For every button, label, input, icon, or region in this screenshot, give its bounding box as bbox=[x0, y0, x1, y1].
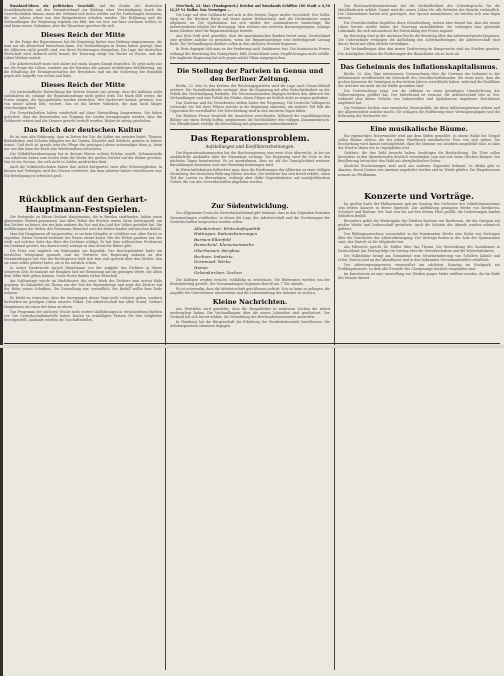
column-right: Das Reichsarbeitsministerium hat die Verbindlichkeit des Schiedsspruchs für die Metallindustrie erklärt. Damit sind die neuen Löhne für alle Betriebe des Bezirks verbindlich. Die Unternehmer hatten sich geweigert, den Spruch anzunehmen; sie werden sich nun fügen müssen. Die Gewerkschaften begrüßen diese Entscheidung, weisen aber darauf hin, dass die neuen Löhne bereits wieder hinter der Teuerung zurückbleiben. Sie verlangen eine gleitende Lohnskala, die sich automatisch der Entwicklung der Preise anpasst. Im Reichstag wird in der nächsten Woche die Beratung über das Arbeitszeitgesetz beginnen. Die Unternehmer verlangen die Aufhebung des Achtstundentages; die Arbeiterschaft wird dieses Recht mit allen Mitteln verteidigen. Die Verhandlungen über den neuen Tarifvertrag im Baugewerbe sind ins Stocken geraten. Die Arbeitgeber lehnen die Forderungen der Bauarbeiter als zu hoch ab. Das Geheimnis des Inflationskapitalismus. Berlin, 22. Mai. Eine interessante Untersuchung über die Gewinne der Industrie in der Inflationszeit veröffentlicht die Zeitschrift des Gewerkschaftsbundes. Sie weist nach, dass die großen Konzerne ihr Vermögen in den letzten Jahren vervielfacht haben, während die Reallöhne der Arbeiter um mehr als die Hälfte gesunken sind. Die Untersuchung zeigt, wie die Inflation zu einer gewaltigen Umschichtung des Volksvermögens geführt hat. Der Mittelstand ist verarmt, die Arbeiterschaft lebt in Not, während eine kleine Schicht von Industriellen und Spekulanten ungeheure Reichtümer angehäuft hat. Die Verfasser fordern eine energische Steuerpolitik, die diese Inflationsgewinne erfasst und der Allgemeinheit nutzbar macht. Sie schlagen die Einführung einer Vermögensabgabe und die Erfassung der Sachwerte vor. Eine musikalische Bäume. Ein eigenartiges Naturwunder wird aus dem Süden gemeldet. In einem Walde bei Neapel sollen Bäume stehen, die bei jedem Windhauch musikalische Töne von sich geben. Die Erscheinung wird darauf zurückgeführt, dass die Stämme von Insekten ausgehöhlt sind, so dass der Wind in ihnen wie in Orgelpfeifen tönt. Gelehrte, die den Wald besucht haben, bestätigen die Beobachtung. Die Töne sollen besonders in den Abendstunden deutlich vernehmbar sein und wie ferne Glocken klingen. Die Bevölkerung betrachtet den Wald mit abergläubischer Scheu. Ähnliche Erscheinungen sind auch aus anderen Gegenden bekannt. In Afrika gibt es Akazien, deren Dornen von Ameisen angebohrt werden und im Winde pfeifen. Die Eingeborenen nennen sie Pfeifbäume. Konzerte und Vorträge. Im großen Saale der Philharmonie gab am Sonntag das Orchester des Volksbühnenvereins sein letztes Konzert in dieser Spielzeit. Zur Aufführung gelangten Werke von Beethoven, Schubert und Brahms. Der Saal war bis auf den letzten Platz gefüllt, die Darbietungen fanden lebhaften Beifall. Besonders gefiel die Wiedergabe der Fünften Sinfonie von Beethoven, die der Dirigent mit großer Wucht und Leidenschaft gestaltete. Auch die Solisten des Abends wurden stürmisch gefeiert. Der Bildungsausschuss veranstaltet in der kommenden Woche eine Reihe von Vorträgen über die Geschichte der Arbeiterbewegung. Die Vorträge finden in der Aula des Gymnasiums statt; der Eintritt ist für Mitglieder frei. Am Mittwoch spricht Dr. Müller über das Thema: Die Entwicklung des Sozialismus in Deutschland. Am Freitag folgt ein Vortrag über die Gewerkschaften und die Wirtschaftskrise. Die Volksbühne bringt am Sonnabend eine Neueinstudierung von Schillers Kabale und Liebe. Karten sind an der Abendkasse und in den bekannten Vorverkaufsstellen erhältlich. Der Arbeitergesangverein veranstaltet am nächsten Sonntag im Stadtpark ein Frühlingskonzert, zu dem alle Freunde des Chorgesangs herzlich eingeladen sind. Im Kunstverein ist eine Ausstellung von Werken junger Maler eröffnet worden, die bis Ende des Monats dauert. bbox=[338, 4, 500, 281]
district-list bbox=[194, 226, 330, 276]
list-item: Gelsenkirchen: Zechen bbox=[194, 270, 242, 276]
headline-kleine-nachrichten: Kleine Nachrichten. bbox=[212, 298, 288, 307]
list-item: Oberhausen: Bergbau bbox=[194, 247, 240, 253]
article-title-russland: Russland-Ideen als politisches Geschäft. bbox=[10, 4, 95, 8]
headline-suedentwicklung: Zur Südentwicklung. bbox=[211, 202, 289, 211]
headline-deutsche-kultur: Das Reich der deutschen Kultur bbox=[23, 126, 143, 135]
headline-hauptmann-festspiele: Rückblick auf den Gerhart-Hauptmann-Festspielen. bbox=[18, 193, 148, 214]
column-middle: New-York, 22. Mai. (Funkspruch.) Reichst auf Russlands Schiffen 100 Stadt = 0,50 (4,25 %) Dollar. Das Vermögen ... Die Lage auf dem Geldmarkt hat sich in den letzten Tagen wieder verschärft. Der Dollar stieg an der Berliner Börse auf einen neuen Höchststand, und die Devisenkurse zogen allgemein an. Die Spekulation hat sich wieder der Auslandswerte bemächtigt; die Industrieaktien folgten der Bewegung. Man rechnet mit weiteren Kurssteigerungen, solange keine Klarheit über die Reparationsfrage besteht. Aus New York wird gemeldet, dass die amerikanischen Banken bereit seien, Deutschland eine größere Anleihe zu gewähren, wenn die Reparationsfrage eine befriedigende Lösung finde. Die Verhandlungen darüber sollen in den nächsten Wochen beginnen. In Paris dagegen hält man an der Forderung nach Sanktionen fest. Die französische Presse verlangt die Besetzung des Ruhrgebiets, falls Deutschland seine Verpflichtungen nicht erfülle. Die englische Regierung hat sich gegen solche Pläne ausgesprochen. Die Stellung der Parteien in Genua und den Berliner Zeitung. Berlin, 22. Mai. In den Kreisen der Reichstagsparteien wird die Lage nach Genua lebhaft erörtert. Die Sozialdemokratie verlangt, dass die Regierung mit aller Entschiedenheit an der Politik der Verständigung festhalte. Die Deutschnationalen dagegen fordern den Abbruch der Verhandlungen und eine Politik der Stärke, deren Folgen sie freilich nicht zu tragen gedenken. Das Zentrum und die Demokraten stehen hinter der Regierung. Die Deutsche Volkspartei schwankt; ein Teil ihrer Führer möchte in die Regierung eintreten, ein anderer Teil hält die Opposition für vorteilhafter. Die Entscheidung wird in den nächsten Tagen fallen. Die Berliner Presse beurteilt die Aussichten verschieden. Während die republikanischen Blätter auf einen Erfolg hoffen, prophezeien die Rechtsblätter den völligen Zusammenbruch. Die Öffentlichkeit verfolgt die Entwicklung mit gespannter Aufmerksamkeit. Das Reparationsproblem. Aufstellungen und Konflikterscheinungen. Die Reparationskommission hat der Reichsregierung eine neue Note überreicht, in der sie ausführliche Auskünfte über die Finanzlage verlangt. Die Regierung wird die Note in den nächsten Tagen beantworten. Es ist anzunehmen, dass sie auf die Unmöglichkeit weiterer Barzahlungen hinweisen und eine Stundung beantragen wird. In Wirtschaftskreisen befürchtet man, dass die Forderungen der Alliierten zu einer völligen Zerrüttung der deutschen Währung führen werden. Die Industrie hat sich bereit erklärt, einen Teil der Lasten zu übernehmen, verlangt aber dafür Zugeständnisse auf sozialpolitischem Gebiet, die von den Gewerkschaften abgelehnt werden. Zur Südentwicklung. Der Allgemeine Deutsche Gewerkschaftsbund gibt bekannt, dass in den folgenden Bezirken Versammlungen stattfinden, in denen die Lage der Arbeiterschaft und die Forderungen der Gewerkschaften besprochen werden sollen: Altenkirchen: Wirtschaftspolitik Hattingen: Rationalisierungen Barmen-Elberfeld Remscheid: Kleineisenwerke Oberhausen: Bergbau Bochum: Industrie Dortmund: Werke Hamm Gelsenkirchen: Zechen Die Kollegen werden ersucht, vollzählig zu erscheinen. Die Referenten werden von der Bezirksleitung gestellt. Die Versammlungen beginnen überall um 7 Uhr abends. Es ist notwendig, dass die Arbeiterschaft geschlossen auftritt. Nur so kann es gelingen, die Angriffe der Unternehmer abzuwehren und die Lebenshaltung der Arbeiter zu sichern. Kleine Nachrichten. Aus Westfalen wird gemeldet, dass die Bergarbeiter in mehreren Zechen die Arbeit niedergelegt haben. Die Verhandlungen über die neuen Lohnsätze sind gescheitert. Der Verband hat sich bereit erklärt, die Vermittlung des Reichsarbeitsministers anzurufen. In Hamburg hat die Bürgerschaft die Erhöhung der Straßenbahntarife beschlossen. Die Arbeiterparteien stimmten dagegen. bbox=[170, 4, 330, 329]
list-item: Barmen-Elberfeld bbox=[194, 236, 231, 242]
list-item: Dortmund: Werke bbox=[194, 259, 231, 265]
divider-right-1 bbox=[338, 59, 500, 60]
headline-konzerte-vortraege: Konzerte und Vorträge. bbox=[364, 190, 474, 201]
column-divider-2 bbox=[334, 4, 335, 670]
headline-reich-der-mitte: Dieses Reich der Mitte bbox=[40, 31, 126, 40]
list-item: Altenkirchen: Wirtschaftspolitik bbox=[194, 225, 261, 231]
list-item: Bochum: Industrie bbox=[194, 253, 233, 259]
list-item: Hattingen: Rationalisierungen bbox=[194, 231, 258, 237]
list-item: Hamm bbox=[194, 264, 208, 270]
headline-inflationskapitalismus: Das Geheimnis des Inflationskapitalismus. bbox=[340, 62, 498, 71]
list-item: Remscheid: Kleineisenwerke bbox=[194, 242, 254, 248]
page-fold bbox=[0, 345, 504, 348]
subhead-reparation: Aufstellungen und Konflikterscheinungen. bbox=[205, 144, 295, 150]
page-edge-shadow bbox=[0, 0, 3, 676]
divider-right-2 bbox=[338, 121, 500, 122]
column-divider-1 bbox=[165, 4, 166, 670]
headline-musikalische-baeume: Eine musikalische Bäume. bbox=[370, 125, 468, 134]
headline-reich-der-mitte-2: Dieses Reich der Mitte bbox=[40, 80, 126, 89]
column-left: Russland-Ideen als politisches Geschäft. Auf die Stärke der deutschen Sozialdemokratie auf den Gesamtverband zur Bildung einer Verständigung durch die Gewerkschaften hinaus, muss der Verband sich heute wieder auf die Forderungen besinnen, die vor Jahren schon von den Bergarbeitern erhoben wurden. Die Erklärung und die Verhandlungen der Regierung ergeben ein Bild, das wir hier nur kurz zeichnen wollen; es sind keine neuen Gedanken, aber die Tatsachen sprechen für sich. Dieses Reich der Mitte In der Frage der Reparationen hat die Regierung bisher eine Haltung eingenommen, die man nur als abwartend bezeichnen kann. Die Verhandlungen in Genua haben gezeigt, dass die Alliierten nicht gewillt sind, von ihren Forderungen abzugehen. Die Lage der deutschen Wirtschaft wird dadurch nicht besser, die Teuerung steigt von Woche zu Woche, und die Löhne bleiben zurück. Die Arbeiterschaft muss sich daher auf einen langen Kampf einstellen. Es geht nicht nur um die Frage der Löhne, sondern um die Existenz der ganzen werktätigen Bevölkerung, um die Erhaltung der Errungenschaften der Revolution und um die Sicherung der Republik gegen alle Angriffe von rechts und links. Dieses Reich der Mitte Die wirtschaftliche Entwicklung der letzten Monate hat gezeigt, dass die Inflation nicht aufzuhalten ist, solange die Reparationsfrage nicht gelöst wird. Die Mark fällt weiter, die Preise steigen, die Sparguthaben werden vernichtet. Wer Sachwerte besitzt, gewinnt; wer von seiner Arbeit lebt, verliert. Das ist die bittere Wahrheit, die man nicht länger verschweigen darf. Die Gewerkschaften haben wiederholt auf diese Entwicklung hingewiesen. Sie haben gefordert, dass die Besitzenden zur Tragung der Lasten herangezogen werden, dass die Goldwerte erfasst und die Steuern gerecht verteilt werden. Bisher ist wenig geschehen. Das Reich der deutschen Kultur Es ist eine alte Erfahrung, dass in Zeiten der Not die Kultur am meisten leidet. Theater, Bibliotheken und Schulen kämpfen um ihr Dasein, Künstler und Gelehrte geraten in bittere Armut. Und doch ist gerade jetzt die Pflege des geistigen Lebens notwendiger denn je, denn nur aus ihm kann die Kraft zum Wiederaufbau erwachsen. Die Volksbühnenbewegung hat in diesem Winter schöne Erfolge erzielt. Zehntausende von Arbeitern haben zum ersten Male die Werke der großen Dichter auf der Bühne gesehen. Das ist ein Gewinn, der sich nicht in Zahlen ausdrücken lässt. Auch die Volkshochschulen haben ihre Arbeit fortgesetzt, trotz aller Schwierigkeiten. In Kursen und Vorträgen wird das Wissen verbreitet, das dem Arbeiter bisher verschlossen war. Die Beteiligung ist erfreulich groß. Rückblick auf den Gerhart-Hauptmann-Festspielen. Die Festspiele zu Ehren Gerhart Hauptmanns, die in Breslau stattfanden, haben einen glänzenden Verlauf genommen. Aus allen Teilen des Reiches waren Gäste herbeigeeilt, um den Dichter zu feiern, der wie kein anderer die Not und das Leid des Volkes gestaltet hat. Die Aufführungen der Weber, des Fuhrmann Henschel und der Ratten fanden stürmischen Beifall. Man hat Hauptmann oft vorgeworfen, er sei kein Kämpfer, er schildere nur, ohne Partei zu ergreifen. Dieser Vorwurf verkennt das Wesen seiner Kunst. Wer die Weber gesehen hat, der weiß, auf welcher Seite das Herz des Dichters schlägt. Er hat dem schlesischen Proletariat ein Denkmal gesetzt, das dauern wird, solange es eine deutsche Bühne gibt. Die Feier war zugleich ein Bekenntnis zur Republik. Der Reichspräsident hatte ein herzliches Telegramm gesandt, und die Vertreter der Regierung nahmen an den Veranstaltungen teil. Nur die Rechtspresse hielt sich fern und spottete über den Dichter, den sie einst selbst gefeiert hatte, als es ihr nützlich schien. In seiner Dankesrede sprach Hauptmann von der Aufgabe des Dichters in dieser schweren Zeit. Er mahnte zur Einigkeit und zur Besinnung auf die geistigen Werte, die allein dem Volke Halt geben können. Seine Worte fanden tiefen Widerhall. Am Schlusstage wurde im Stadttheater das neue Werk des Dichters zum ersten Male gegeben. Es behandelt ein Thema aus der Zeit der Bauernkriege und zeigt den Dichter auf der Höhe seines Schaffens. Die Darstellung war vortrefflich, der Beifall wollte kein Ende nehmen. Es bleibt zu wünschen, dass die Anregungen dieser Tage nicht verloren gehen, sondern fortwirken im geistigen Leben unseres Volkes. Die Arbeiterschaft hat allen Grund, Gerhart Hauptmann als einen der ihren zu ehren. Das Programm der nächsten Woche sieht weitere Aufführungen in verschiedenen Städten vor. Die Gewerkschaftskartelle haben Karten zu ermäßigten Preisen für ihre Mitglieder bereitgestellt; Auskunft erteilen die Geschäftsstellen. bbox=[4, 4, 162, 322]
funkspruch-line: New-York, 22. Mai. (Funkspruch.) Reichst auf Russlands Schiffen 100 Stadt = 0,50 (4,25 %) Dollar. Das Vermögen ... bbox=[170, 4, 330, 13]
headline-parteien-genua: Die Stellung der Parteien in Genua und den Berliner Zeitung. bbox=[176, 66, 324, 83]
divider-middle-1 bbox=[170, 63, 330, 64]
column-left-body-top: Russland-Ideen als politisches Geschäft. Auf die Stärke der deutschen Sozialdemokratie auf den Gesamtverband zur Bildung einer Verständigung durch die Gewerkschaften hinaus, muss der Verband sich heute wieder auf die Forderungen besinnen, die vor Jahren schon von den Bergarbeitern erhoben wurden. Die Erklärung und die Verhandlungen der Regierung ergeben ein Bild, das wir hier nur kurz zeichnen wollen; es sind keine neuen Gedanken, aber die Tatsachen sprechen für sich. bbox=[4, 4, 162, 29]
horizontal-rule-middle bbox=[4, 343, 500, 344]
divider-middle-2 bbox=[170, 129, 330, 130]
headline-reparationsproblem: Das Reparationsproblem. bbox=[190, 133, 310, 144]
